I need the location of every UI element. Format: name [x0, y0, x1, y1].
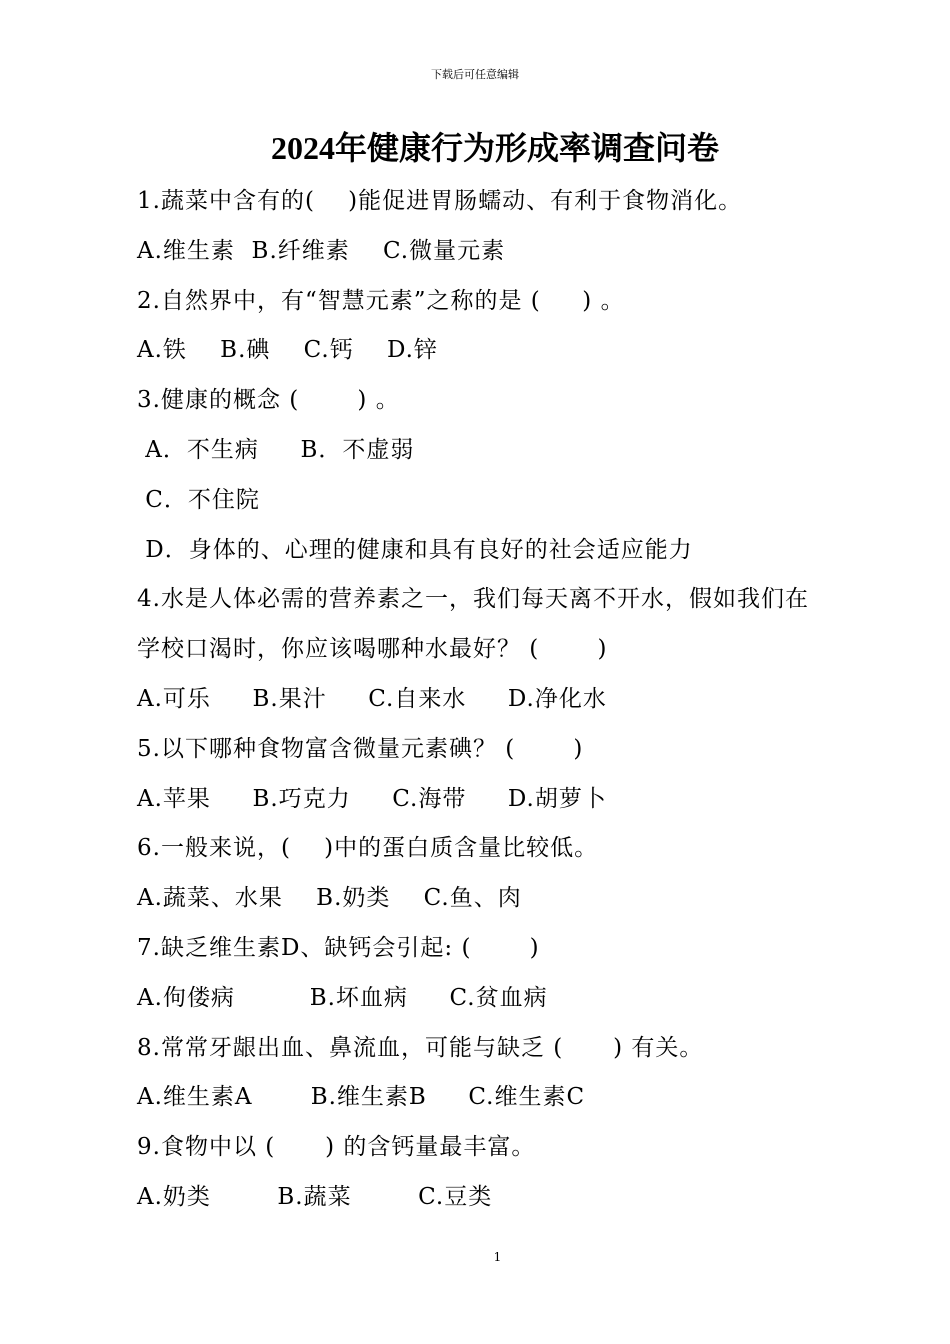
question-6-options: A.蔬菜、水果 B.奶类 C.鱼、肉	[137, 885, 522, 911]
question-7-stem: 7.缺乏维生素D、缺钙会引起: ( )	[137, 935, 540, 961]
question-7-options: A.佝偻病 B.坏血病 C.贫血病	[137, 985, 548, 1011]
document-title: 2024年健康行为形成率调查问卷	[270, 130, 719, 166]
question-4-options: A.可乐 B.果汁 C.自来水 D.净化水	[137, 686, 607, 712]
question-5-options: A.苹果 B.巧克力 C.海带 D.胡萝卜	[137, 786, 607, 812]
question-2-options: A.铁 B.碘 C.钙 D.锌	[137, 337, 438, 363]
question-6-stem: 6.一般来说，( )中的蛋白质含量比较低。	[137, 835, 599, 861]
question-3-options-ab: A．不生病 B．不虚弱	[137, 437, 415, 463]
question-3-option-c: C．不住院	[137, 487, 260, 513]
question-5-stem: 5.以下哪种食物富含微量元素碘？ ( )	[137, 736, 584, 762]
question-4-stem-line-1: 4.水是人体必需的营养素之一，我们每天离不开水，假如我们在	[137, 586, 809, 612]
question-8-options: A.维生素A B.维生素B C.维生素C	[137, 1084, 586, 1110]
question-4-stem-line-2: 学校口渴时，你应该喝哪种水最好？ ( )	[137, 636, 608, 662]
question-1-options: A.维生素 B.纤维素 C.微量元素	[137, 238, 506, 264]
header-note: 下载后可任意编辑	[431, 68, 519, 81]
question-1-stem: 1.蔬菜中含有的( )能促进胃肠蠕动、有利于食物消化。	[137, 188, 743, 214]
question-9-stem: 9.食物中以 ( ) 的含钙量最丰富。	[137, 1134, 536, 1160]
question-8-stem: 8.常常牙龈出血、鼻流血，可能与缺乏 ( ) 有关。	[137, 1035, 704, 1061]
question-9-options: A.奶类 B.蔬菜 C.豆类	[137, 1184, 493, 1210]
page-number: 1	[493, 1250, 502, 1264]
question-2-stem: 2.自然界中，有“智慧元素”之称的是 ( ) 。	[137, 288, 625, 314]
question-3-option-d: D．身体的、心理的健康和具有良好的社会适应能力	[137, 537, 693, 563]
question-3-stem: 3.健康的概念 ( ) 。	[137, 387, 400, 413]
